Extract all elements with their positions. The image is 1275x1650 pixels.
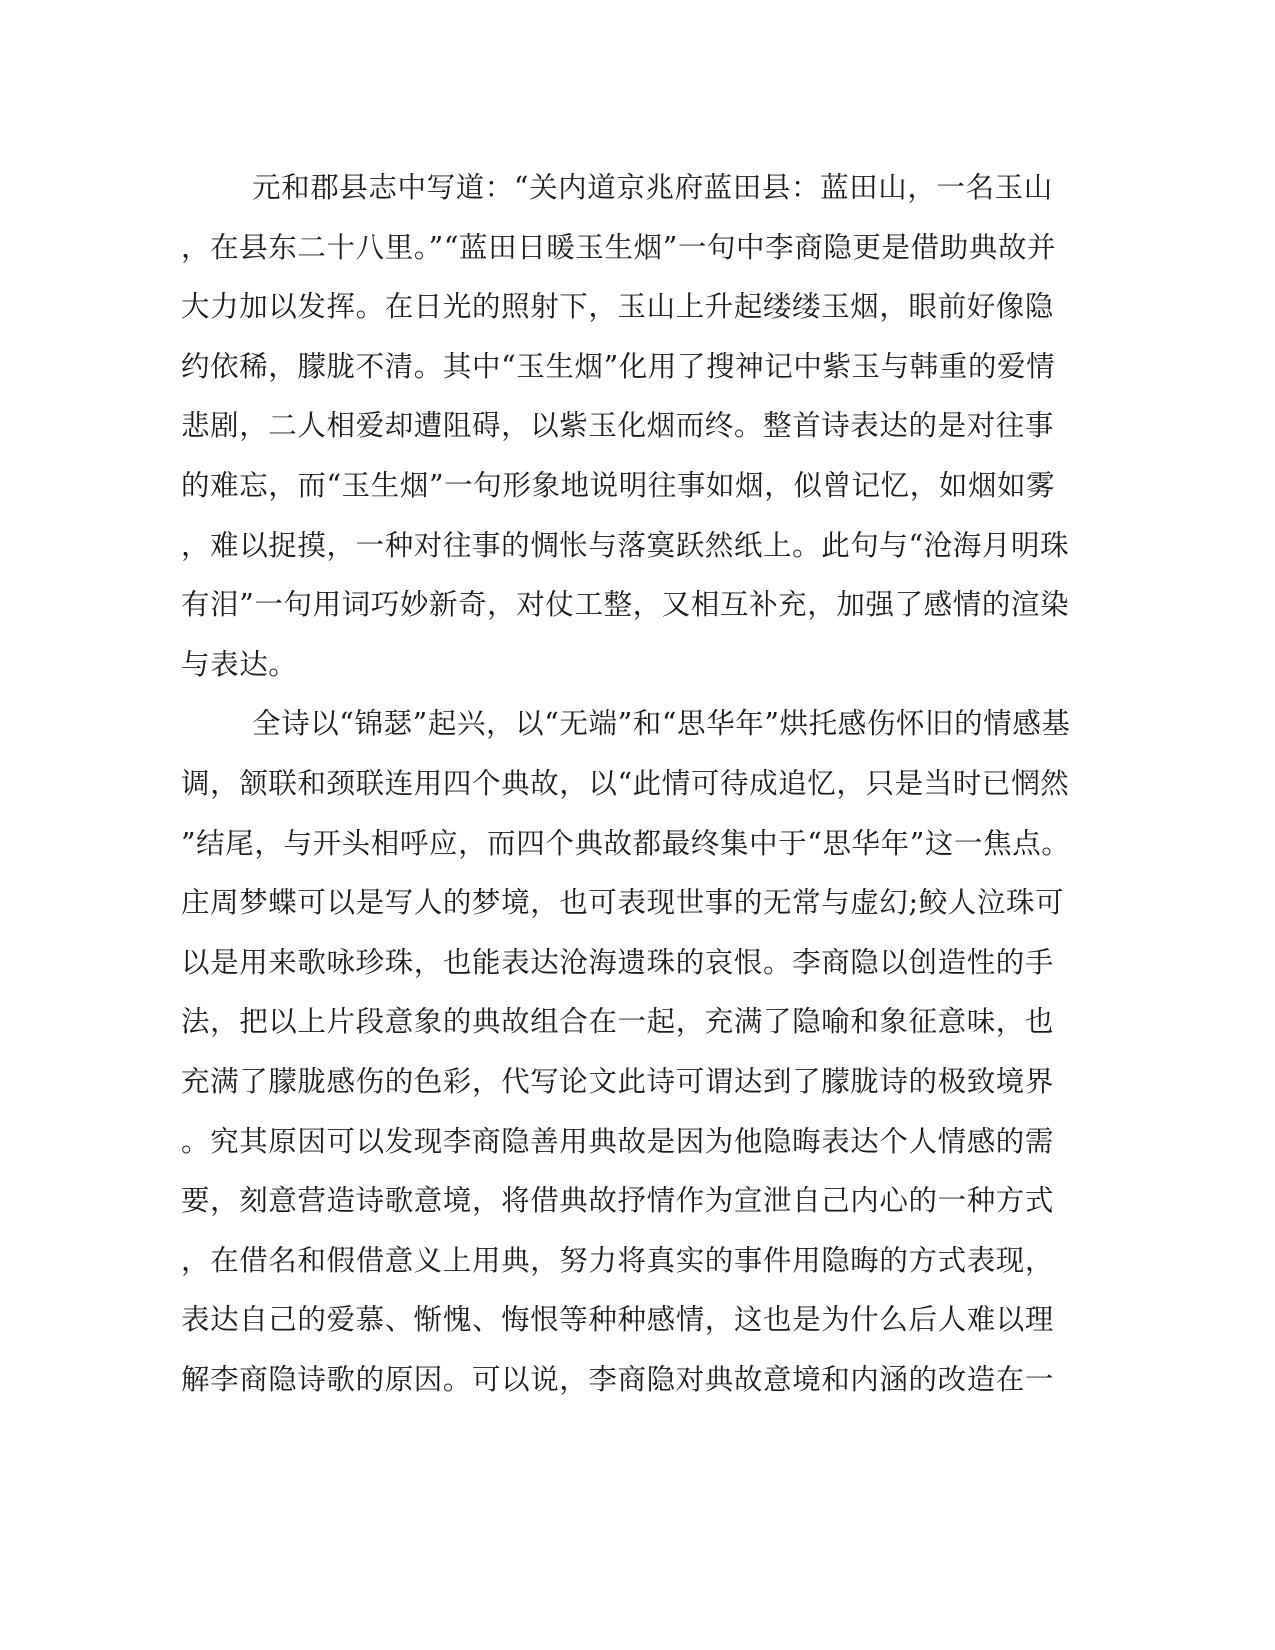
text-line: ，在借名和假借意义上用典，努力将真实的事件用隐晦的方式表现，: [181, 1243, 1055, 1277]
text-line: 约依稀，朦胧不清。其中“玉生烟”化用了搜神记中紫玉与韩重的爱情: [181, 349, 1056, 383]
paragraph-1: [181, 158, 1070, 694]
text-line: 法，把以上片段意象的典故组合在一起，充满了隐喻和象征意味，也: [181, 1005, 1055, 1039]
text-line: 庄周梦蝶可以是写人的梦境，也可表现世事的无常与虚幻;鲛人泣珠可: [181, 886, 1065, 920]
text-line: 大力加以发挥。在日光的照射下，玉山上升起缕缕玉烟，眼前好像隐: [181, 290, 1055, 324]
text-line: 要，刻意营造诗歌意境，将借典故抒情作为宣泄自己内心的一种方式: [181, 1184, 1055, 1218]
paragraph-2: [181, 694, 1071, 1409]
text-line: 以是用来歌咏珍珠，也能表达沧海遗珠的哀恨。李商隐以创造性的手: [181, 945, 1055, 979]
text-line: 调，颔联和颈联连用四个典故，以“此情可待成追忆，只是当时已惘然: [181, 766, 1070, 800]
text-line: 全诗以“锦瑟”起兴，以“无端”和“思华年”烘托感伤怀旧的情感基: [252, 707, 1071, 741]
text-line: 的难忘，而“玉生烟”一句形象地说明往事如烟，似曾记忆，如烟如雾: [181, 468, 1056, 502]
text-line: 有泪”一句用词巧妙新奇，对仗工整，又相互补充，加强了感情的渲染: [181, 588, 1070, 622]
text-line: 元和郡县志中写道：“关内道京兆府蓝田县：蓝田山，一名玉山: [252, 171, 1053, 204]
text-line: 解李商隐诗歌的原因。可以说，李商隐对典故意境和内涵的改造在一: [181, 1362, 1055, 1396]
text-line: 充满了朦胧感伤的色彩，代写论文此诗可谓达到了朦胧诗的极致境界: [181, 1064, 1055, 1098]
text-line: ”结尾，与开头相呼应，而四个典故都最终集中于“思华年”这一焦点。: [181, 826, 1071, 860]
text-line: ，在县东二十八里。”“蓝田日暖玉生烟”一句中李商隐更是借助典故并: [181, 230, 1057, 264]
text-line: 。究其原因可以发现李商隐善用典故是因为他隐晦表达个人情感的需: [181, 1124, 1055, 1158]
text-line: 悲剧，二人相爱却遭阻碍，以紫玉化烟而终。整首诗表达的是对往事: [181, 409, 1055, 443]
text-line: 表达自己的爱慕、惭愧、悔恨等种种感情，这也是为什么后人难以理: [181, 1303, 1055, 1337]
text-line: ，难以捉摸，一种对往事的惆怅与落寞跃然纸上。此句与“沧海月明珠: [181, 528, 1070, 562]
text-line: 与表达。: [181, 647, 298, 681]
body-text: [181, 158, 1071, 1409]
